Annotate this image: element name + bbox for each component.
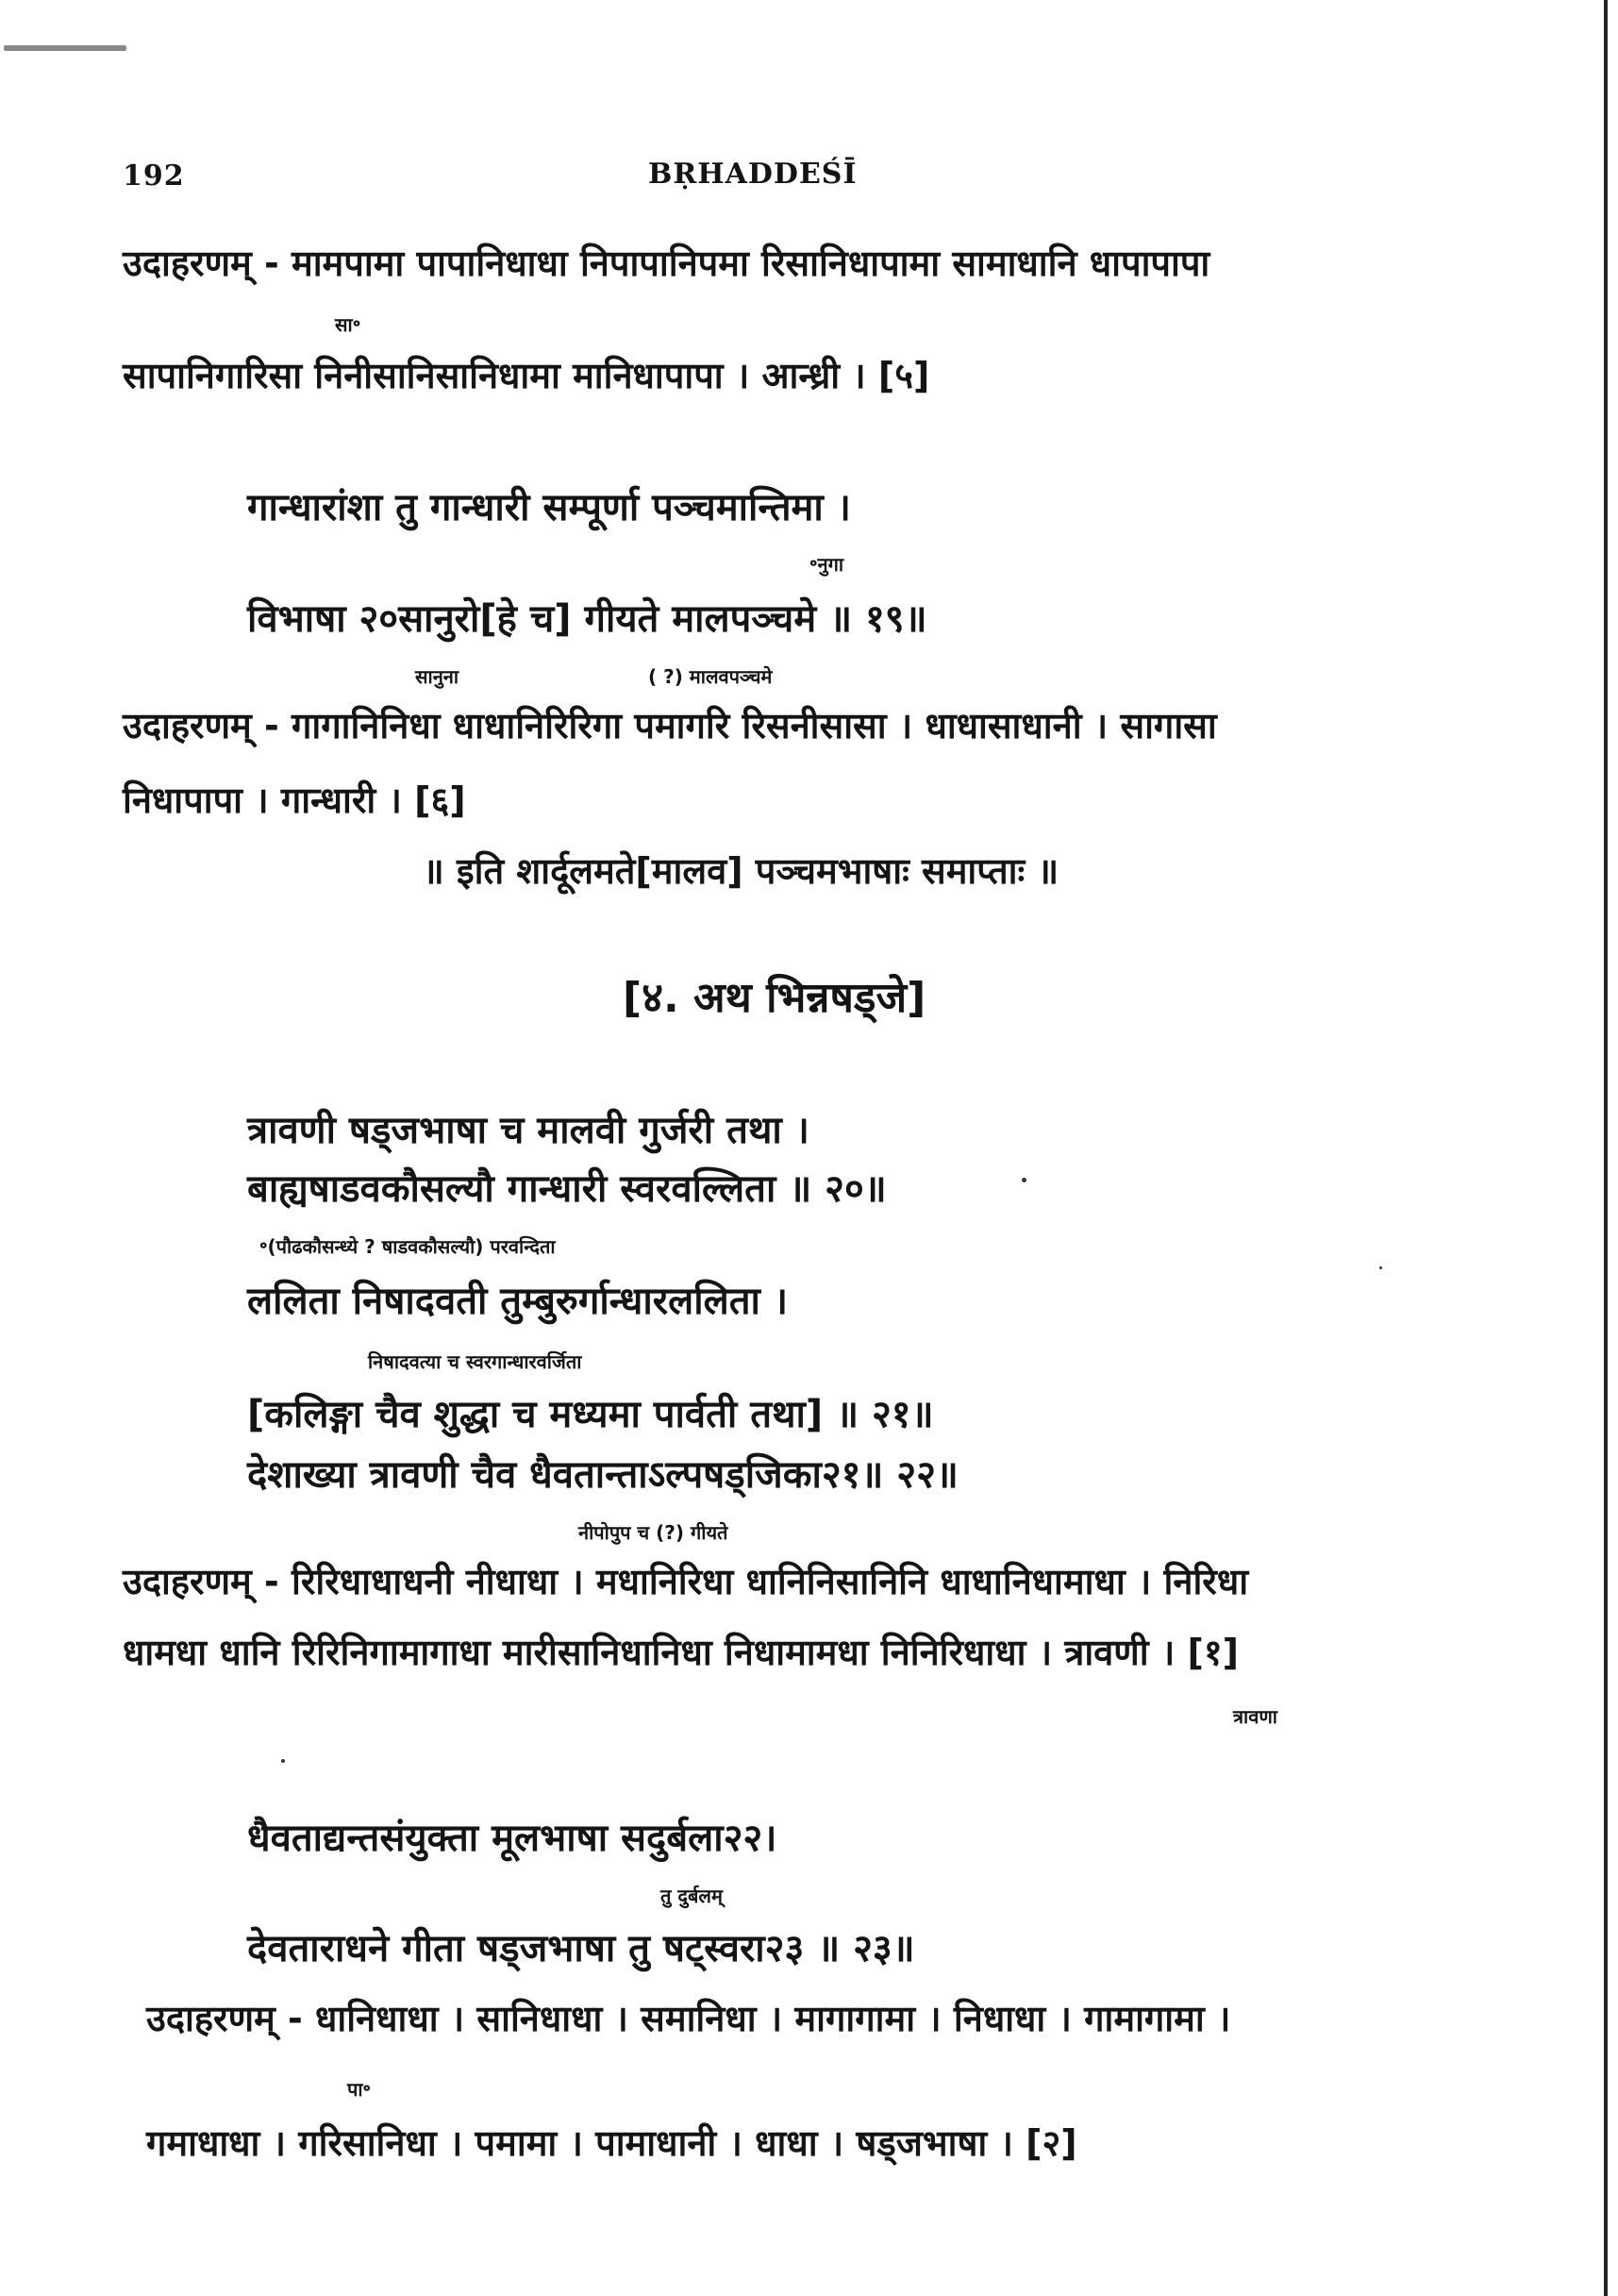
variant-note: सानुना	[415, 665, 459, 688]
scan-speck	[281, 1759, 285, 1763]
colophon-line: ॥ इति शार्दूलमते[मालव] पञ्चमभाषाः समाप्ताः ॥	[423, 850, 1059, 892]
example-line: उदाहरणम् - गागानिनिधा धाधानिरिरिगा पमागरि रिसनीसासा । धाधासाधानी । सागासा	[123, 705, 1217, 746]
variant-note: पा॰	[347, 2078, 372, 2101]
verse-line: धैवताद्यन्तसंयुक्ता मूलभाषा सदुर्बला२२।	[247, 1817, 777, 1860]
page-edge-line	[1604, 0, 1608, 2296]
verse-line: देवताराधने गीता षड्जभाषा तु षट्स्वरा२३ ॥ २३॥	[247, 1927, 915, 1970]
variant-note: ॰नुगा	[809, 553, 844, 576]
example-line: उदाहरणम् - रिरिधाधाधनी नीधाधा । मधानिरिधा धानिनिसानिनि धाधानिधामाधा । निरिधा	[123, 1561, 1249, 1602]
page-number: 192	[123, 159, 185, 193]
example-line: उदाहरणम् - धानिधाधा । सानिधाधा । समानिधा । मागागामा । निधाधा । गामागामा ।	[146, 1998, 1231, 2039]
verse-line: विभाषा २०सानुरो[हे च] गीयते मालपञ्चमे ॥ १९॥	[247, 597, 927, 641]
variant-note: तु दुर्बलम्	[660, 1885, 723, 1907]
example-line: उदाहरणम् - मामपामा पापानिधाधा निपापानिपमा रिसानिधापामा सामाधानि धापापापा	[123, 243, 1210, 284]
variant-note: निषादवत्या च स्वरगान्धारवर्जिता	[368, 1350, 582, 1373]
variant-note: नीपोपुप च (?) गीयते	[578, 1521, 728, 1544]
verse-line: [कलिङ्गा चैव शुद्धा च मध्यमा पार्वती तथा] ॥ २१॥	[247, 1393, 934, 1436]
example-line: गमाधाधा । गरिसानिधा । पमामा । पामाधानी । धाधा । षड्जभाषा । [२]	[146, 2122, 1077, 2164]
variant-note: ॰(पौढकौसन्ध्ये ? षाडवकौसल्यौ) परवन्दिता	[259, 1235, 556, 1258]
example-line: निधापापा । गान्धारी । [६]	[123, 779, 466, 821]
scan-speck	[1022, 1178, 1026, 1182]
variant-note: सा॰	[335, 313, 361, 336]
example-line: सापानिगारिसा निनीसानिसानिधामा मानिधापापा । आन्ध्री । [५]	[123, 355, 930, 396]
variant-note: ( ?) मालवपञ्चमे	[648, 665, 773, 688]
verse-line: गान्धारांशा तु गान्धारी सम्पूर्णा पञ्चमान्तिमा ।	[247, 486, 851, 529]
verse-line: बाह्यषाडवकौसल्यौ गान्धारी स्वरवल्लिता ॥ २०॥	[247, 1167, 887, 1211]
example-line: धामधा धानि रिरिनिगामागाधा मारीसानिधानिधा निधामामधा निनिरिधाधा । त्रावणी । [१]	[123, 1632, 1239, 1673]
variant-note: त्रावणा	[1233, 1705, 1277, 1728]
verse-line: ललिता निषादवती तुम्बुरुर्गान्धारललिता ।	[247, 1280, 788, 1323]
running-title: BṚHADDEŚĪ	[648, 158, 858, 191]
verse-line: देशाख्या त्रावणी चैव धैवतान्ताऽल्पषड्जिका२१॥ २२॥	[247, 1453, 959, 1497]
scan-speck	[4, 45, 126, 51]
section-heading: [४. अथ भिन्नषड्जे]	[623, 974, 926, 1022]
scan-speck	[1379, 1266, 1382, 1269]
verse-line: त्रावणी षड्जभाषा च मालवी गुर्जरी तथा ।	[247, 1109, 809, 1152]
